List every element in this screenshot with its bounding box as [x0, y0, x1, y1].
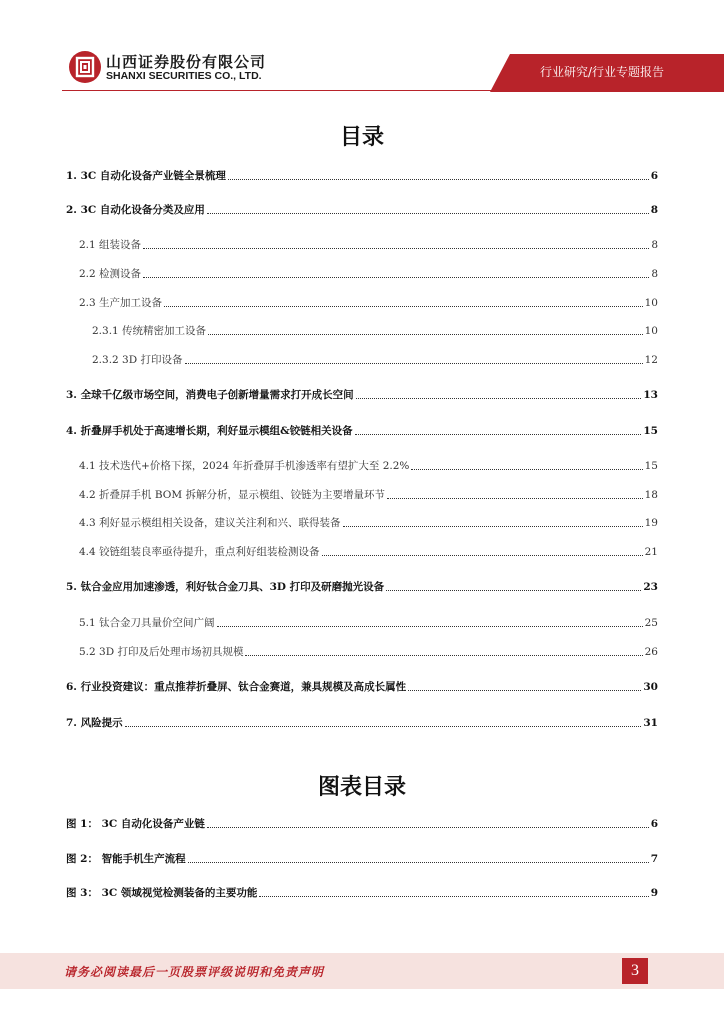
toc-item[interactable]: 5.2 3D 打印及后处理市场初具规模 26	[79, 646, 658, 658]
company-name-cn: 山西证券股份有限公司	[106, 53, 267, 71]
toc-item[interactable]: 4.1 技术迭代+价格下探，2024 年折叠屏手机渗透率有望扩大至 2.2% 15	[79, 460, 658, 472]
toc-item[interactable]: 4. 折叠屏手机处于高速增长期，利好显示模组&铰链相关设备 15	[66, 425, 658, 437]
toc-item[interactable]: 1. 3C 自动化设备产业链全景梳理 6	[66, 170, 658, 182]
footer-disclaimer: 请务必阅读最后一页股票评级说明和免责声明	[64, 965, 325, 979]
toc-item[interactable]: 6. 行业投资建议：重点推荐折叠屏、钛合金赛道，兼具规模及高成长属性 30	[66, 681, 658, 693]
toc-item[interactable]: 4.2 折叠屏手机 BOM 拆解分析，显示模组、铰链为主要增量环节 18	[79, 489, 658, 501]
figure-item[interactable]: 图 2： 智能手机生产流程 7	[66, 853, 658, 865]
company-name-en: SHANXI SECURITIES CO., LTD.	[106, 70, 262, 82]
toc-item[interactable]: 2. 3C 自动化设备分类及应用 8	[66, 204, 658, 216]
page-number: 3	[622, 958, 648, 984]
report-type-label: 行业研究/行业专题报告	[539, 65, 664, 79]
toc-item[interactable]: 7. 风险提示 31	[66, 717, 658, 729]
toc-item[interactable]: 4.4 铰链组装良率亟待提升，重点利好组装检测设备 21	[79, 546, 658, 558]
header-divider	[62, 90, 662, 91]
toc-item[interactable]: 4.3 利好显示模组相关设备，建议关注利和兴、联得装备 19	[79, 517, 658, 529]
figures-title: 图表目录	[317, 775, 406, 800]
toc-item[interactable]: 2.3.1 传统精密加工设备 10	[92, 325, 658, 337]
company-logo-icon	[68, 50, 102, 84]
toc-item[interactable]: 2.3.2 3D 打印设备 12	[92, 354, 658, 366]
toc-item[interactable]: 2.2 检测设备 8	[79, 268, 658, 280]
toc-item[interactable]: 5. 钛合金应用加速渗透，利好钛合金刀具、3D 打印及研磨抛光设备 23	[66, 581, 658, 593]
figure-item[interactable]: 图 1： 3C 自动化设备产业链 6	[66, 818, 658, 830]
toc-item[interactable]: 3. 全球千亿级市场空间，消费电子创新增量需求打开成长空间 13	[66, 389, 658, 401]
toc-item[interactable]: 2.1 组装设备 8	[79, 239, 658, 251]
toc-title: 目录	[339, 125, 384, 150]
figure-item[interactable]: 图 3： 3C 领域视觉检测装备的主要功能 9	[66, 887, 658, 899]
toc-item[interactable]: 5.1 钛合金刀具量价空间广阔 25	[79, 617, 658, 629]
toc-item[interactable]: 2.3 生产加工设备 10	[79, 297, 658, 309]
